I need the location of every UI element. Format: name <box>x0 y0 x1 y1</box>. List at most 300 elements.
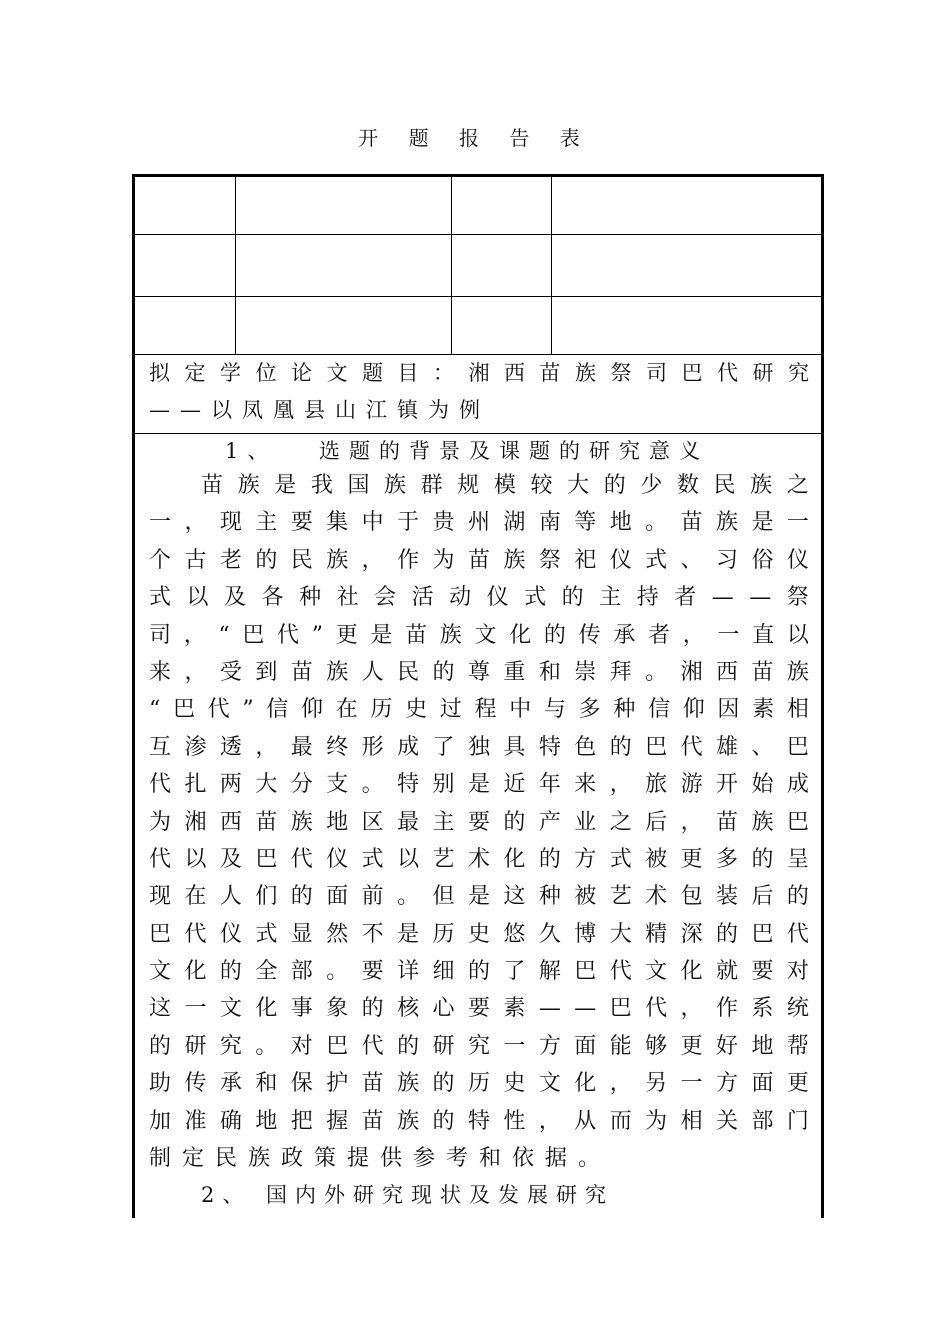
body-char: “ <box>149 697 161 723</box>
body-char: 来 <box>149 659 172 685</box>
body-char: 化 <box>184 959 207 985</box>
body-char: 南 <box>538 510 561 536</box>
body-char: 族 <box>786 659 809 685</box>
body-char: 方 <box>716 1071 739 1097</box>
body-char: 大 <box>567 473 590 498</box>
body-char: 素 <box>503 996 526 1022</box>
body-char: 。 <box>397 884 420 910</box>
body-char: 苗 <box>255 809 278 835</box>
body-char: 要 <box>361 959 384 985</box>
body-char: ， <box>184 659 207 685</box>
body-char: 更 <box>680 846 703 872</box>
body-char: 的 <box>786 884 809 910</box>
body-char: 以 <box>786 622 809 648</box>
body-char: 仪 <box>486 585 509 611</box>
body-char: ” <box>311 622 323 648</box>
body-line <box>149 617 809 654</box>
body-char: 显 <box>290 921 313 947</box>
body-char: 包 <box>680 884 703 910</box>
body-char: 重 <box>503 659 526 685</box>
body-char: 族 <box>384 473 407 498</box>
body-char: 成 <box>397 734 420 760</box>
body-char: 地 <box>751 1033 774 1059</box>
body-char: 群 <box>420 473 443 498</box>
body-char: 巴 <box>786 734 809 760</box>
body-char: 的 <box>467 959 490 985</box>
body-char: 人 <box>219 884 242 910</box>
body-char: 史 <box>503 1071 526 1097</box>
body-char: 种 <box>299 585 322 611</box>
body-line <box>149 579 809 616</box>
body-char: 以 <box>186 585 209 611</box>
body-char: 艺 <box>432 846 455 872</box>
body-char: 等 <box>574 510 597 536</box>
body-char: 代 <box>645 996 668 1022</box>
body-char: 一 <box>717 622 740 648</box>
body-char: 社 <box>336 585 359 611</box>
body-char: 博 <box>574 921 597 947</box>
body-char: 动 <box>449 585 472 611</box>
body-char: 代 <box>609 959 632 985</box>
body-char: 代 <box>361 1033 384 1059</box>
body-char: 族 <box>237 473 260 498</box>
body-char: 族 <box>751 809 774 835</box>
body-char: 一 <box>786 510 809 536</box>
body-char: 化 <box>509 622 532 648</box>
body-char: 的 <box>503 809 526 835</box>
body-char: 大 <box>255 772 278 798</box>
body-char: 大 <box>609 921 632 947</box>
body-char: 族 <box>290 809 313 835</box>
body-char: 确 <box>219 1108 242 1134</box>
body-char: 是 <box>751 510 774 536</box>
body-char: 传 <box>578 622 601 648</box>
body-char: 关 <box>716 1108 739 1134</box>
thesis-char: 题 <box>362 361 383 385</box>
body-char: 要 <box>290 510 313 536</box>
body-char: 式 <box>524 585 547 611</box>
body-char: 以 <box>397 846 420 872</box>
body-char: 对 <box>786 959 809 985</box>
thesis-subtitle-line: ——以凤凰县山江镇为例 <box>149 398 490 422</box>
body-char: 是 <box>467 772 490 798</box>
body-char: 两 <box>219 772 242 798</box>
body-char: 解 <box>538 959 561 985</box>
body-char: 人 <box>361 659 384 685</box>
body-char: 持 <box>636 585 659 611</box>
info-grid <box>135 177 821 355</box>
body-char: 的 <box>219 959 242 985</box>
section2-heading: 2、 国内外研究现状及发展研究 <box>201 1183 615 1207</box>
body-char: 的 <box>397 1033 420 1059</box>
thesis-char: ： <box>433 361 454 385</box>
body-char: 的 <box>149 1033 172 1059</box>
body-char: 苗 <box>467 547 490 573</box>
section-divider <box>135 433 821 434</box>
body-line <box>149 654 809 691</box>
body-char: 精 <box>645 921 668 947</box>
thesis-char: 巴 <box>681 361 703 385</box>
thesis-char: 湘 <box>468 361 490 385</box>
body-char: 式 <box>255 921 278 947</box>
body-char: 作 <box>397 547 420 573</box>
body-char: ， <box>361 547 384 573</box>
body-char: 一 <box>184 996 207 1022</box>
body-char: 在 <box>184 884 207 910</box>
body-line <box>149 953 809 990</box>
body-char: 主 <box>432 809 455 835</box>
body-char: 族 <box>716 510 739 536</box>
body-char: 种 <box>613 697 636 723</box>
body-char: 把 <box>290 1108 313 1134</box>
body-char: 仪 <box>326 846 349 872</box>
body-char: 具 <box>503 734 526 760</box>
body-char: 祭 <box>538 547 561 573</box>
body-char: 渗 <box>184 734 207 760</box>
body-char: 是 <box>397 921 420 947</box>
body-char: 苗 <box>751 659 774 685</box>
body-char: 了 <box>432 734 455 760</box>
body-char: 独 <box>467 734 490 760</box>
body-char: 近 <box>503 772 526 798</box>
body-char: 呈 <box>786 846 809 872</box>
body-char: 巴 <box>242 622 265 648</box>
body-char: 为 <box>432 547 455 573</box>
body-char: 苗 <box>405 622 428 648</box>
body-line <box>149 804 809 841</box>
body-char: 巴 <box>574 959 597 985</box>
thesis-char: 论 <box>291 361 312 385</box>
body-char: 助 <box>149 1071 172 1097</box>
body-char: 研 <box>432 1033 455 1059</box>
body-char: 化 <box>680 959 703 985</box>
body-char: 特 <box>538 734 561 760</box>
body-char: 护 <box>326 1071 349 1097</box>
body-char: 古 <box>184 547 207 573</box>
body-char: 文 <box>219 996 242 1022</box>
body-line <box>149 916 809 953</box>
body-char: 保 <box>290 1071 313 1097</box>
thesis-char: 西 <box>504 361 525 385</box>
body-char: 对 <box>290 1033 313 1059</box>
body-char: “ <box>218 622 230 648</box>
body-char: 是 <box>274 473 297 498</box>
body-char: 规 <box>457 473 480 498</box>
body-char: 被 <box>574 884 597 910</box>
body-char: 湘 <box>184 809 207 835</box>
body-line <box>149 542 809 579</box>
body-char: 仰 <box>300 697 323 723</box>
body-char: 特 <box>467 1108 490 1134</box>
body-char: 主 <box>599 585 622 611</box>
body-char: 苗 <box>201 473 224 498</box>
body-char: 游 <box>680 772 703 798</box>
body-char: 地 <box>255 1108 278 1134</box>
body-char: 相 <box>680 1108 703 1134</box>
body-char: 式 <box>609 846 632 872</box>
body-char: 因 <box>717 697 740 723</box>
body-char: 代 <box>290 846 313 872</box>
body-char: 民 <box>290 547 313 573</box>
body-char: 代 <box>149 846 172 872</box>
body-char: 族 <box>750 473 773 498</box>
body-char: 产 <box>538 809 561 835</box>
body-char: 的 <box>751 846 774 872</box>
body-char: 仪 <box>786 547 809 573</box>
body-char: 究 <box>219 1033 242 1059</box>
body-char: ， <box>609 772 632 798</box>
body-char: 历 <box>432 921 455 947</box>
body-char: 代 <box>680 734 703 760</box>
body-char: 历 <box>467 1071 490 1097</box>
body-char: 支 <box>326 772 349 798</box>
body-char: 及 <box>219 846 242 872</box>
body-char: 另 <box>645 1071 668 1097</box>
body-char: 要 <box>467 809 490 835</box>
body-char: 为 <box>645 1108 668 1134</box>
body-char: 集 <box>326 510 349 536</box>
body-char: 要 <box>751 959 774 985</box>
body-char: 史 <box>467 921 490 947</box>
body-char: — <box>538 996 561 1022</box>
body-char: 数 <box>676 473 699 498</box>
body-char: 最 <box>290 734 313 760</box>
body-char: 是 <box>467 884 490 910</box>
body-char: 少 <box>640 473 663 498</box>
body-char: 者 <box>674 585 697 611</box>
body-char: 巴 <box>645 734 668 760</box>
body-char: 多 <box>578 697 601 723</box>
body-char: 。 <box>645 510 668 536</box>
body-char: 更 <box>786 1071 809 1097</box>
body-char: 方 <box>574 846 597 872</box>
body-char: 祭 <box>786 585 809 611</box>
body-char: 族 <box>439 622 462 648</box>
body-char: 加 <box>149 1108 172 1134</box>
body-line <box>149 1103 809 1140</box>
body-char: 代 <box>277 622 300 648</box>
body-char: — <box>574 996 597 1022</box>
body-char: 为 <box>149 809 172 835</box>
body-char: 始 <box>751 772 774 798</box>
grid-col-divider <box>551 177 552 355</box>
body-char: 代 <box>786 921 809 947</box>
body-char: 一 <box>503 1033 526 1059</box>
thesis-char: 学 <box>220 361 241 385</box>
body-char: 能 <box>609 1033 632 1059</box>
body-line <box>149 841 809 878</box>
body-char: 们 <box>255 884 278 910</box>
body-char: ， <box>184 510 207 536</box>
body-char: 一 <box>149 510 172 536</box>
body-char: 。 <box>645 659 668 685</box>
body-char: 文 <box>149 959 172 985</box>
body-char: 全 <box>255 959 278 985</box>
body-char: 作 <box>715 996 738 1022</box>
body-char: 这 <box>149 996 172 1022</box>
body-char: 艺 <box>609 884 632 910</box>
body-char: 化 <box>503 846 526 872</box>
body-char: ， <box>255 734 278 760</box>
body-char: 够 <box>645 1033 668 1059</box>
thesis-char: 拟 <box>149 361 170 385</box>
body-char: 后 <box>751 884 774 910</box>
thesis-char: 文 <box>326 361 348 385</box>
body-char: 文 <box>474 622 497 648</box>
body-char: 国 <box>347 473 370 498</box>
body-char: 巴 <box>609 996 632 1022</box>
body-char: 仪 <box>219 921 242 947</box>
body-char: 。 <box>361 772 384 798</box>
body-char: 特 <box>397 772 420 798</box>
body-char: 俗 <box>751 547 774 573</box>
body-char: 开 <box>716 772 739 798</box>
body-char: 形 <box>361 734 384 760</box>
grid-row-divider <box>135 296 821 297</box>
body-char: 从 <box>574 1108 597 1134</box>
body-char: 式 <box>149 585 172 611</box>
body-char: 色 <box>574 734 597 760</box>
body-char: 文 <box>538 1071 561 1097</box>
body-char: 前 <box>361 884 384 910</box>
body-char: 祀 <box>574 547 597 573</box>
body-line <box>149 691 809 728</box>
body-char: 和 <box>538 659 561 685</box>
body-char: 最 <box>397 809 420 835</box>
body-char: 我 <box>310 473 333 498</box>
body-char: 个 <box>149 547 172 573</box>
body-char: 主 <box>255 510 278 536</box>
grid-row-divider <box>135 234 821 235</box>
body-char: 然 <box>326 921 349 947</box>
body-char: 者 <box>648 622 671 648</box>
body-char: 面 <box>751 1071 774 1097</box>
body-char: 门 <box>786 1108 809 1134</box>
body-char: 的 <box>609 734 632 760</box>
body-char: 而 <box>609 1108 632 1134</box>
body-char: 巴 <box>149 921 172 947</box>
body-char: 业 <box>574 809 597 835</box>
body-char: ， <box>680 996 703 1022</box>
body-char: 族 <box>397 1108 420 1134</box>
body-char: 的 <box>603 473 626 498</box>
section1-number: 1、 <box>225 439 278 463</box>
body-line <box>149 504 809 541</box>
body-char: 的 <box>716 921 739 947</box>
body-char: 湖 <box>503 510 526 536</box>
body-char: 术 <box>645 884 668 910</box>
body-char: 终 <box>326 734 349 760</box>
body-char: 族 <box>326 659 349 685</box>
body-char: 信 <box>648 697 671 723</box>
thesis-char: 目 <box>397 361 419 385</box>
body-char: 互 <box>149 734 172 760</box>
body-char: 部 <box>290 959 313 985</box>
body-char: 的 <box>432 1108 455 1134</box>
thesis-char: 究 <box>788 361 809 385</box>
body-char: 方 <box>538 1033 561 1059</box>
body-char: 分 <box>290 772 313 798</box>
body-char: 在 <box>335 697 358 723</box>
body-char: 巴 <box>786 809 809 835</box>
body-char: 史 <box>405 697 428 723</box>
body-char: 系 <box>751 996 774 1022</box>
body-char: 但 <box>432 884 455 910</box>
body-char: 的 <box>543 622 566 648</box>
body-line <box>149 467 809 504</box>
body-char: 模 <box>493 473 516 498</box>
body-char: 。 <box>255 1033 278 1059</box>
body-char: 历 <box>370 697 393 723</box>
section1-body <box>149 467 809 1177</box>
body-char: 之 <box>609 809 632 835</box>
body-char: 就 <box>716 959 739 985</box>
body-char: 会 <box>374 585 397 611</box>
body-char: ” <box>242 697 254 723</box>
body-char: 州 <box>467 510 490 536</box>
body-char: 多 <box>716 846 739 872</box>
body-char: 雄 <box>716 734 739 760</box>
section1-heading: 选题的背景及课题的研究意义 <box>319 439 709 463</box>
body-char: 较 <box>530 473 553 498</box>
body-char: 代 <box>184 921 207 947</box>
body-char: — <box>749 585 772 611</box>
body-char: 与 <box>543 697 566 723</box>
body-char: ， <box>682 622 705 648</box>
body-char: 术 <box>467 846 490 872</box>
body-char: 装 <box>716 884 739 910</box>
body-char: 西 <box>219 809 242 835</box>
body-char: 研 <box>184 1033 207 1059</box>
body-char: 深 <box>680 921 703 947</box>
body-char: 拜 <box>609 659 632 685</box>
body-line <box>149 729 809 766</box>
body-char: 苗 <box>716 809 739 835</box>
body-char: 司 <box>149 622 172 648</box>
body-char: 的 <box>361 996 384 1022</box>
body-char: 过 <box>439 697 462 723</box>
body-char: 信 <box>266 697 289 723</box>
body-line <box>149 990 809 1027</box>
body-char: 成 <box>786 772 809 798</box>
grid-col-divider <box>451 177 452 355</box>
body-char: 巴 <box>751 921 774 947</box>
thesis-char: 位 <box>255 361 277 385</box>
body-char: 承 <box>613 622 636 648</box>
body-char: 是 <box>370 622 393 648</box>
body-char: 久 <box>538 921 561 947</box>
body-char: 的 <box>255 547 278 573</box>
thesis-title-block <box>149 355 809 429</box>
body-char: 和 <box>255 1071 278 1097</box>
body-char: ， <box>183 622 206 648</box>
body-char: 统 <box>786 996 809 1022</box>
body-char: 年 <box>538 772 561 798</box>
body-char: 各 <box>261 585 284 611</box>
body-char: 细 <box>432 959 455 985</box>
body-char: 素 <box>752 697 775 723</box>
thesis-char: 苗 <box>539 361 561 385</box>
body-char: 承 <box>219 1071 242 1097</box>
body-char: 仰 <box>682 697 705 723</box>
body-char: 代 <box>207 697 230 723</box>
body-char: 苗 <box>361 1071 384 1097</box>
body-char: 被 <box>645 846 668 872</box>
body-char: 种 <box>538 884 561 910</box>
body-char: 的 <box>432 1071 455 1097</box>
body-char: 究 <box>467 1033 490 1059</box>
body-char: 代 <box>149 772 172 798</box>
